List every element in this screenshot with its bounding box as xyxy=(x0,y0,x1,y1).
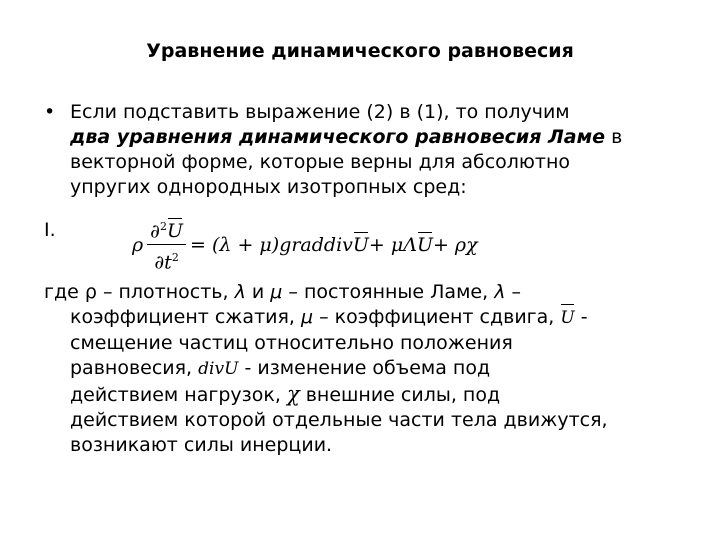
intro-line-2-tail: в xyxy=(605,126,623,148)
vector-u-graddiv: U xyxy=(352,233,369,256)
lambda-symbol: λ xyxy=(234,281,246,303)
desc-text: коэффициент сжатия, xyxy=(70,306,301,328)
desc-line-6: действием которой отдельные части тела движутся, xyxy=(70,409,608,431)
equation-number: I. xyxy=(44,219,56,241)
intro-line-3: векторной форме, которые верны для абсолютно xyxy=(70,151,571,173)
intro-line-4: упругих однородных изотропных сред: xyxy=(70,176,467,198)
formula-fraction xyxy=(147,216,186,274)
desc-line-3: смещение частиц относительно положения xyxy=(70,332,513,354)
intro-emphasis: два уравнения динамического равновесия Ламе xyxy=(70,126,606,148)
intro-line-1: Если подставить выражение (2) в (1), то получим xyxy=(70,101,570,123)
mu-symbol: μ xyxy=(270,281,283,303)
mu-symbol: μ xyxy=(301,306,314,328)
desc-line-7: возникают силы инерции. xyxy=(70,434,333,456)
lame-equation xyxy=(132,216,478,274)
intro-line-2 xyxy=(44,125,684,150)
intro-paragraph xyxy=(44,100,684,200)
desc-text: и xyxy=(245,281,271,303)
fraction-numerator xyxy=(147,216,186,245)
vector-u-inline: U xyxy=(560,306,574,331)
desc-text: внешние силы, под xyxy=(299,384,501,406)
formula-rhs-2: + μΛ xyxy=(368,233,417,256)
desc-text: – коэффициент сдвига, xyxy=(313,306,561,328)
desc-text: – xyxy=(505,281,521,303)
bullet-marker: • xyxy=(44,101,56,123)
desc-line-2 xyxy=(44,305,694,331)
divu-symbol: divU xyxy=(198,359,239,379)
slide-title: Уравнение динамического равновесия xyxy=(146,40,574,62)
lambda-symbol: λ xyxy=(494,281,506,303)
desc-text: – постоянные Ламе, xyxy=(282,281,495,303)
vector-u-numerator: U xyxy=(167,220,184,243)
denominator-exponent: 2 xyxy=(171,251,179,265)
desc-text: - xyxy=(574,306,588,328)
desc-line-5 xyxy=(44,382,694,408)
description-paragraph xyxy=(44,280,694,458)
denominator-dt: ∂t xyxy=(154,251,172,274)
chi-symbol: χ xyxy=(286,382,300,406)
numerator-partial: ∂ xyxy=(150,220,160,243)
desc-text: где ρ – плотность, xyxy=(44,281,235,303)
formula-chi: χ xyxy=(466,233,478,256)
desc-line-1 xyxy=(44,280,694,305)
desc-text: - изменение объема под xyxy=(238,357,491,379)
desc-text: равновесия, xyxy=(70,357,199,379)
formula-rho: ρ xyxy=(132,233,144,256)
vector-u-laplace: U xyxy=(416,233,433,256)
numerator-exponent: 2 xyxy=(160,220,167,233)
fraction-denominator xyxy=(154,245,178,273)
formula-rhs-1: = (λ + μ)graddiv xyxy=(190,233,353,256)
desc-line-4 xyxy=(44,356,694,382)
formula-rhs-3: + ρ xyxy=(432,233,467,256)
desc-text: действием нагрузок, xyxy=(70,384,287,406)
